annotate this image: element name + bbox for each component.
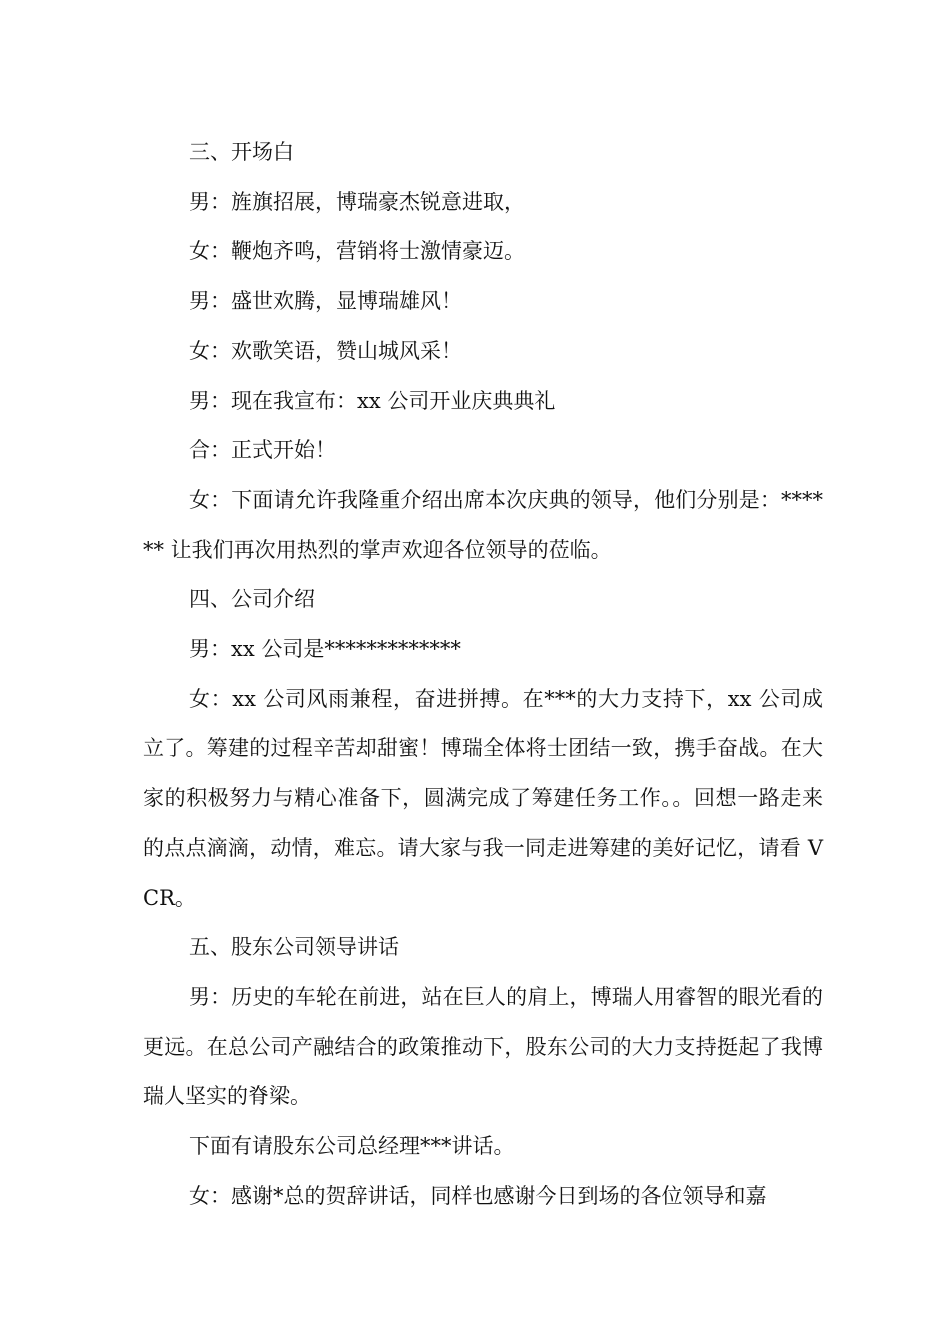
paragraph: 女：下面请允许我隆重介绍出席本次庆典的领导，他们分别是：****** 让我们再次用热烈的掌声欢迎各位领导的莅临。 xyxy=(143,487,823,562)
heading-company-intro: 四、公司介绍 xyxy=(189,587,315,612)
heading-opening: 三、开场白 xyxy=(189,140,294,164)
paragraph: 男：历史的车轮在前进，站在巨人的肩上，博瑞人用睿智的眼光看的更远。在总公司产融结合的政策推动下，股东公司的大力支持挺起了我博瑞人坚实的脊梁。 xyxy=(143,984,823,1109)
paragraph: 女：感谢*总的贺辞讲话，同样也感谢今日到场的各位领导和嘉 xyxy=(189,1183,767,1208)
paragraph: 男：旌旗招展，博瑞豪杰锐意进取， xyxy=(189,189,525,214)
paragraph: 女：xx 公司风雨兼程，奋进拼搏。在***的大力支持下，xx 公司成立了。筹建的过程辛苦却甜蜜！博瑞全体将士团结一致，携手奋战。在大家的积极努力与精心准备下，圆满完成了筹建任务工作。。回想一路走来的点点滴滴，动情，难忘。请大家与我一同走进筹建的美好记忆，请看 VCR。 xyxy=(143,686,823,910)
paragraph: 男：xx 公司是************* xyxy=(189,637,461,662)
paragraph: 下面有请股东公司总经理***讲话。 xyxy=(189,1134,515,1159)
paragraph: 男：现在我宣布：xx 公司开业庆典典礼 xyxy=(189,388,556,413)
document-body xyxy=(143,128,823,1221)
paragraph: 合：正式开始！ xyxy=(189,438,336,463)
paragraph: 女：鞭炮齐鸣，营销将士激情豪迈。 xyxy=(189,239,525,264)
paragraph: 男：盛世欢腾，显博瑞雄风！ xyxy=(189,289,462,314)
heading-shareholder-speech: 五、股东公司领导讲话 xyxy=(189,935,399,960)
paragraph: 女：欢歌笑语，赞山城风采！ xyxy=(189,338,462,363)
